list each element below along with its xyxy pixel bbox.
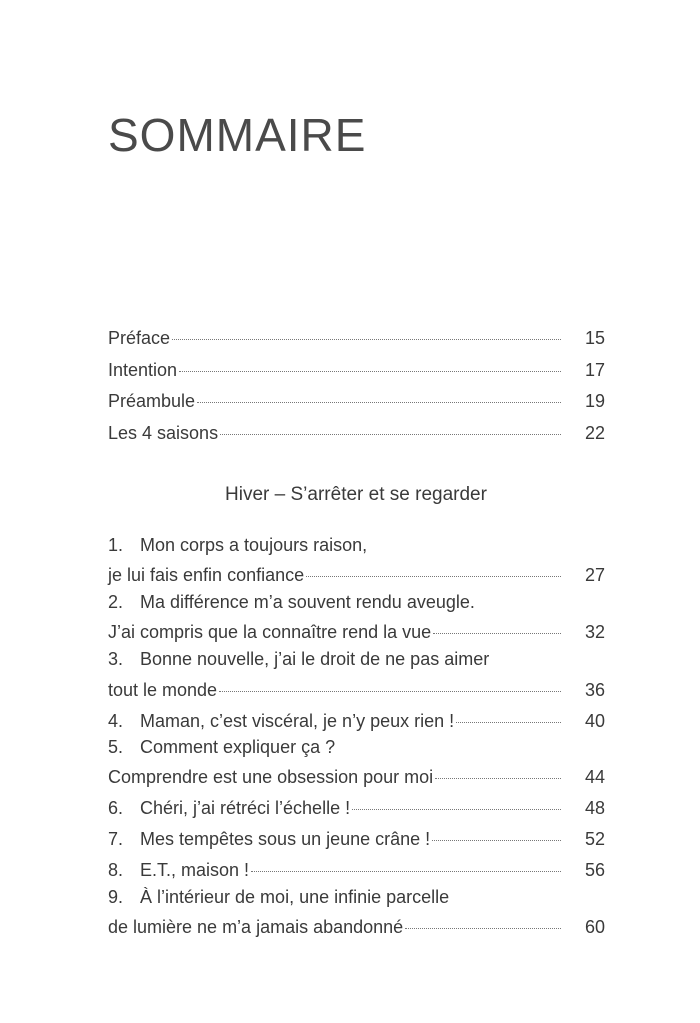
chapter-title	[108, 828, 432, 850]
chapter-number: 8.	[108, 860, 124, 880]
toc-page-number: 56	[584, 860, 605, 880]
toc-page-number: 32	[584, 622, 605, 642]
toc-chapter-4[interactable]	[108, 705, 605, 731]
toc-chapter-2-line2[interactable]	[108, 616, 605, 642]
chapter-title: Ma différence m’a souvent rendu aveugle.	[140, 592, 475, 612]
dot-leader	[432, 823, 561, 845]
chapter-title: Comment expliquer ça ?	[140, 737, 336, 757]
chapter-title-cont: Comprendre est une obsession pour moi	[108, 767, 434, 787]
dot-leader	[219, 674, 561, 696]
toc-page-number: 22	[584, 423, 605, 443]
dot-leader	[251, 854, 561, 876]
toc-chapter-2-line1[interactable]	[108, 591, 475, 613]
toc-entry-label: Les 4 saisons	[108, 423, 219, 443]
chapter-title-cont: J’ai compris que la connaître rend la vue	[108, 622, 432, 642]
dot-leader	[405, 911, 561, 933]
toc-page-number: 15	[584, 328, 605, 348]
toc-page-number: 60	[584, 917, 605, 937]
toc-chapter-6[interactable]	[108, 792, 605, 818]
chapter-number: 4.	[108, 711, 124, 731]
chapter-title: Mon corps a toujours raison,	[140, 535, 368, 555]
toc-chapter-3-line2[interactable]	[108, 674, 605, 700]
chapter-title	[108, 710, 456, 732]
toc-chapter-8[interactable]	[108, 854, 605, 880]
chapter-number: 5.	[108, 737, 124, 757]
dot-leader	[172, 322, 561, 344]
toc-chapter-7[interactable]	[108, 823, 605, 849]
chapter-title-text: Mes tempêtes sous un jeune crâne !	[140, 829, 431, 849]
chapter-title: Bonne nouvelle, j’ai le droit de ne pas aimer	[140, 649, 490, 669]
chapter-title	[108, 859, 251, 881]
dot-leader	[352, 792, 561, 814]
dot-leader	[433, 616, 561, 638]
chapter-title-text: Maman, c’est viscéral, je n’y peux rien !	[140, 711, 455, 731]
section-heading: Hiver – S’arrêter et se regarder	[225, 484, 487, 505]
chapter-number: 7.	[108, 829, 124, 849]
chapter-number: 3.	[108, 649, 124, 669]
toc-entry-preface[interactable]	[108, 322, 605, 348]
chapter-title: À l’intérieur de moi, une infinie parcelle	[140, 887, 450, 907]
dot-leader	[197, 385, 561, 407]
toc-page-number: 19	[584, 391, 605, 411]
toc-chapter-1-line2[interactable]	[108, 559, 605, 585]
toc-entry-preambule[interactable]	[108, 385, 605, 411]
toc-entry-label: Intention	[108, 360, 178, 380]
toc-chapter-1-line1[interactable]	[108, 534, 367, 556]
page-title: SOMMAIRE	[108, 109, 367, 161]
toc-page-number: 52	[584, 829, 605, 849]
chapter-title-text: Chéri, j’ai rétréci l’échelle !	[140, 798, 351, 818]
toc-page-number: 27	[584, 565, 605, 585]
dot-leader	[456, 705, 561, 727]
toc-entry-label: Préambule	[108, 391, 196, 411]
toc-entry-saisons[interactable]	[108, 417, 605, 443]
toc-page-number: 44	[584, 767, 605, 787]
toc-chapter-3-line1[interactable]	[108, 648, 489, 670]
toc-page-number: 17	[584, 360, 605, 380]
chapter-title-cont: je lui fais enfin confiance	[108, 565, 305, 585]
toc-page-number: 40	[584, 711, 605, 731]
toc-entry-intention[interactable]	[108, 354, 605, 380]
dot-leader	[220, 417, 561, 439]
chapter-title-cont: de lumière ne m’a jamais abandonné	[108, 917, 404, 937]
chapter-number: 1.	[108, 535, 124, 555]
chapter-number: 2.	[108, 592, 124, 612]
chapter-number: 9.	[108, 887, 124, 907]
chapter-title-cont: tout le monde	[108, 680, 218, 700]
chapter-title	[108, 797, 352, 819]
dot-leader	[179, 354, 561, 376]
toc-chapter-9-line2[interactable]	[108, 911, 605, 937]
toc-chapter-9-line1[interactable]	[108, 886, 449, 908]
toc-page-number: 48	[584, 798, 605, 818]
chapter-title-text: E.T., maison !	[140, 860, 250, 880]
toc-entry-label: Préface	[108, 328, 171, 348]
dot-leader	[435, 761, 561, 783]
toc-chapter-5-line1[interactable]	[108, 736, 335, 758]
dot-leader	[306, 559, 561, 581]
toc-chapter-5-line2[interactable]	[108, 761, 605, 787]
chapter-number: 6.	[108, 798, 124, 818]
toc-page-number: 36	[584, 680, 605, 700]
